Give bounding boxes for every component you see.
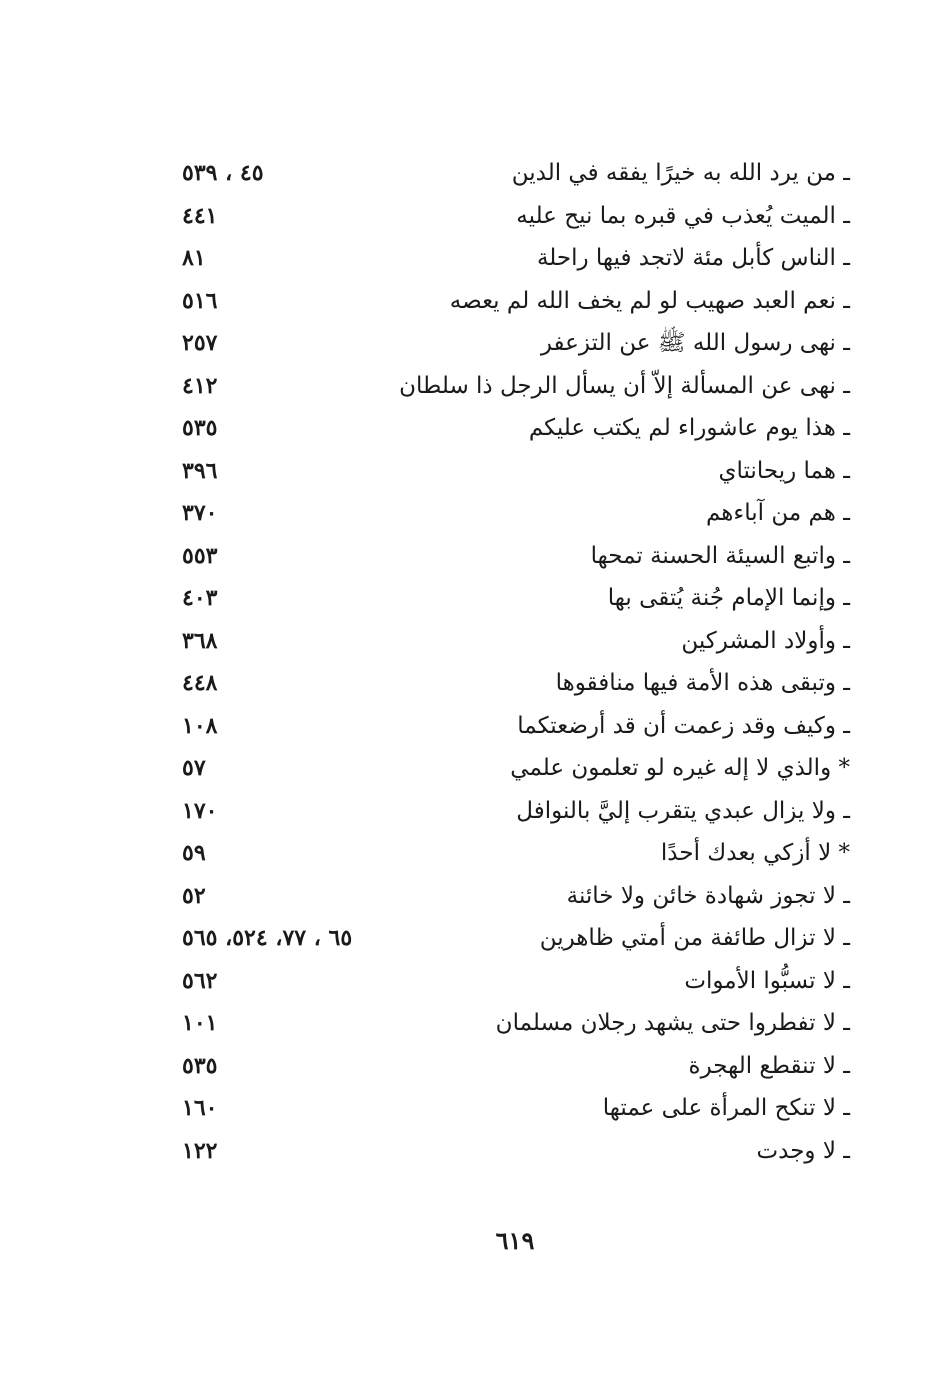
index-row: [160, 195, 860, 238]
index-entry-text: ـ من يرد الله به خيرًا يفقه في الدين: [511, 160, 850, 186]
index-row: [160, 280, 860, 323]
index-entry-pages: ٣٦٨: [182, 627, 218, 654]
index-row: [160, 960, 860, 1003]
index-entry-text: ـ نعم العبد صهيب لو لم يخف الله لم يعصه: [449, 287, 850, 314]
index-row: [160, 152, 860, 195]
index-row: [160, 577, 860, 620]
index-entry-pages: ٥٢: [182, 882, 206, 909]
index-entry-text: ـ الناس كأبل مئة لاتجد فيها راحلة: [536, 245, 850, 271]
index-entry-text: ـ وكيف وقد زعمت أن قد أرضعتكما: [517, 712, 850, 739]
index-row: [160, 1045, 860, 1088]
index-entry-pages: ١٦٠: [182, 1095, 218, 1121]
index-entry-text: ـ وأولاد المشركين: [681, 627, 850, 654]
index-entry-pages: ٥٦٢: [182, 967, 218, 994]
index-row: [160, 1130, 860, 1173]
index-entry-pages: ١٠١: [182, 1010, 218, 1036]
index-entry-text: ـ الميت يُعذب في قبره بما نيح عليه: [516, 202, 850, 229]
index-entry-text: ـ لا تفطروا حتى يشهد رجلان مسلمان: [495, 1010, 850, 1036]
index-row: [160, 832, 860, 875]
index-row: [160, 662, 860, 705]
index-row: [160, 237, 860, 280]
index-row: [160, 1087, 860, 1130]
index-entry-text: ـ لا تجوز شهادة خائن ولا خائنة: [566, 882, 850, 909]
index-entry-text: ـ واتبع السيئة الحسنة تمحها: [590, 542, 850, 569]
index-entry-text: ـ لا تزال طائفة من أمتي ظاهرين: [539, 925, 850, 951]
index-entry-pages: ٤٠٣: [182, 585, 218, 611]
index-entry-text: ـ لا تسبُّوا الأموات: [684, 967, 850, 994]
index-entry-pages: ٦٥ ، ٧٧، ٥٢٤، ٥٦٥: [182, 925, 353, 951]
index-entry-text: * والذي لا إله غيره لو تعلمون علمي: [510, 755, 850, 781]
index-row: [160, 365, 860, 408]
index-row: [160, 407, 860, 450]
index-row: [160, 535, 860, 578]
index-entry-text: * لا أزكي بعدك أحدًا: [660, 840, 850, 866]
hadith-index-list: [160, 152, 860, 1172]
index-entry-text: ـ ولا يزال عبدي يتقرب إليَّ بالنوافل: [516, 797, 850, 824]
index-entry-text: ـ هما ريحانتاي: [718, 457, 850, 484]
index-entry-pages: ٤٥ ، ٥٣٩: [182, 160, 264, 186]
index-entry-pages: ٤٤١: [182, 202, 218, 229]
index-row: [160, 322, 860, 365]
index-entry-pages: ٥١٦: [182, 287, 218, 314]
page-number: ٦١٩: [495, 1226, 535, 1255]
index-row: [160, 875, 860, 918]
index-entry-text: ـ لا تنكح المرأة على عمتها: [602, 1095, 850, 1121]
index-entry-pages: ٥٣٥: [182, 1052, 218, 1079]
index-entry-pages: ٥٥٣: [182, 542, 218, 569]
index-entry-text: ـ وتبقى هذه الأمة فيها منافقوها: [555, 670, 850, 696]
index-entry-pages: ١٢٢: [182, 1137, 218, 1164]
index-entry-pages: ١٧٠: [182, 797, 218, 824]
index-row: [160, 790, 860, 833]
index-entry-text: ـ هم من آباءهم: [706, 500, 850, 526]
index-entry-pages: ١٠٨: [182, 712, 218, 739]
index-row: [160, 450, 860, 493]
index-entry-pages: ٣٩٦: [182, 457, 218, 484]
index-entry-pages: ٤٤٨: [182, 670, 218, 696]
index-entry-pages: ٥٣٥: [182, 415, 218, 441]
index-row: [160, 917, 860, 960]
index-row: [160, 1002, 860, 1045]
index-entry-pages: ٨١: [182, 245, 206, 271]
index-entry-pages: ٢٥٧: [182, 330, 218, 356]
index-row: [160, 705, 860, 748]
index-entry-text: ـ هذا يوم عاشوراء لم يكتب عليكم: [528, 415, 850, 441]
index-entry-pages: ٥٩: [182, 840, 206, 866]
index-row: [160, 747, 860, 790]
index-entry-pages: ٤١٢: [182, 372, 218, 399]
index-entry-text: ـ وإنما الإمام جُنة يُتقى بها: [607, 585, 850, 611]
index-entry-text: ـ نهى عن المسألة إلاّ أن يسأل الرجل ذا سلطان: [399, 372, 850, 399]
index-entry-text: ـ نهى رسول الله ﷺ عن التزعفر: [540, 330, 850, 356]
index-row: [160, 620, 860, 663]
index-entry-pages: ٣٧٠: [182, 500, 218, 526]
index-row: [160, 492, 860, 535]
index-entry-text: ـ لا وجدت: [756, 1137, 850, 1164]
index-entry-pages: ٥٧: [182, 755, 206, 781]
index-entry-text: ـ لا تنقطع الهجرة: [688, 1052, 850, 1079]
